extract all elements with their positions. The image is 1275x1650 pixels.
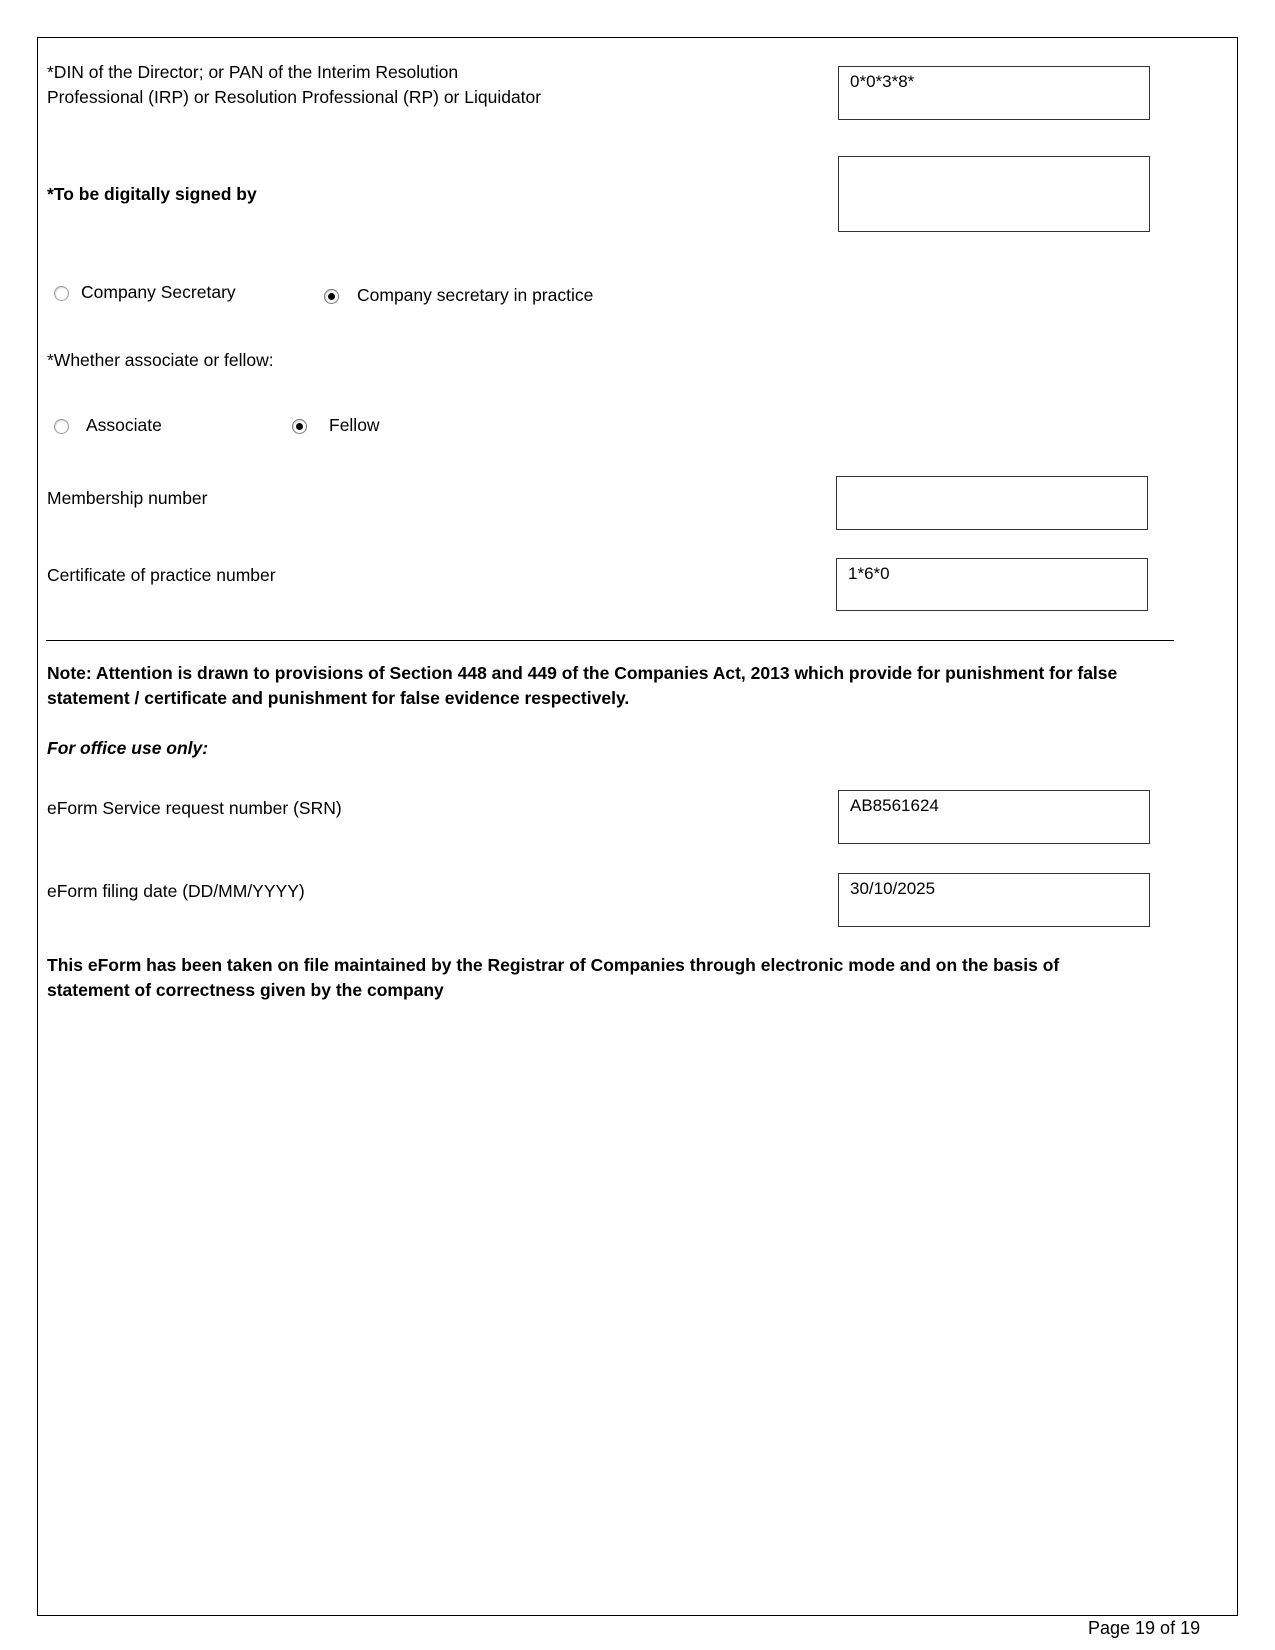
radio-company-secretary-label: Company Secretary [81,282,236,302]
signed-by-label: *To be digitally signed by [47,184,257,204]
statement-line2: statement of correctness given by the company [47,980,444,1000]
page-number: Page 19 of 19 [1088,1618,1201,1638]
radio-company-secretary[interactable] [54,286,69,301]
statement-line1: This eForm has been taken on file maintained by the Registrar of Companies through electronic mode and on the basis of [47,955,1060,975]
srn-label: eForm Service request number (SRN) [47,798,342,818]
membership-input[interactable] [836,476,1148,530]
radio-associate-label: Associate [86,415,162,435]
din-label-line1: *DIN of the Director; or PAN of the Interim Resolution [47,62,459,82]
cop-label: Certificate of practice number [47,565,276,585]
radio-fellow-label: Fellow [329,415,380,435]
srn-input[interactable]: AB8561624 [838,790,1150,844]
note-line2: statement / certificate and punishment for false evidence respectively. [47,688,630,708]
radio-company-secretary-in-practice[interactable] [324,289,339,304]
radio-company-secretary-in-practice-label: Company secretary in practice [357,285,594,305]
din-input[interactable]: 0*0*3*8* [838,66,1150,120]
section-divider [46,640,1174,641]
filing-date-input[interactable]: 30/10/2025 [838,873,1150,927]
cop-input[interactable]: 1*6*0 [836,558,1148,611]
radio-fellow[interactable] [292,419,307,434]
office-use-heading: For office use only: [47,738,209,758]
note-line1: Note: Attention is drawn to provisions of Section 448 and 449 of the Companies Act, 2013 which provide for punishment for false [47,663,1118,683]
din-label-line2: Professional (IRP) or Resolution Professional (RP) or Liquidator [47,87,542,107]
radio-associate[interactable] [54,419,69,434]
signed-by-input[interactable] [838,156,1150,232]
membership-label: Membership number [47,488,208,508]
filing-date-label: eForm filing date (DD/MM/YYYY) [47,881,305,901]
associate-fellow-label: *Whether associate or fellow: [47,350,274,370]
